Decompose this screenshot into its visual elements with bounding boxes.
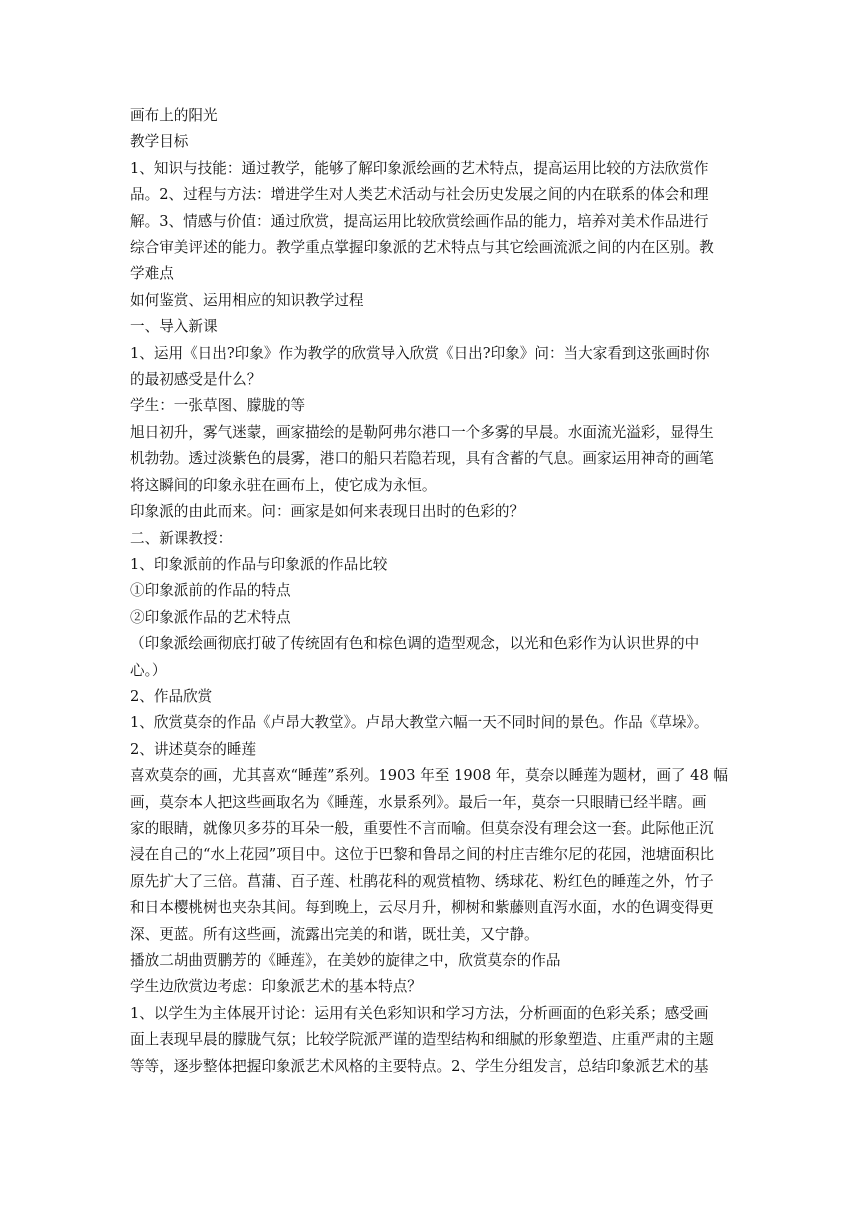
text-line: 1、运用《日出?印象》作为教学的欣赏导入欣赏《日出?印象》问：当大家看到这张画时你 xyxy=(130,344,710,362)
text-line: 品。2、过程与方法：增进学生对人类艺术活动与社会历史发展之间的内在联系的体会和理 xyxy=(130,186,709,204)
section-heading-intro: 一、导入新课 xyxy=(130,318,218,336)
document-page xyxy=(130,103,730,1080)
text-line: 心。） xyxy=(130,661,167,679)
note-paragraph xyxy=(130,631,730,684)
text-line: 深、更蓝。所有这些画，流露出完美的和谐，既壮美，又宁静。 xyxy=(130,925,539,943)
list-item: ①印象派前的作品的特点 xyxy=(130,582,291,600)
student-answer: 学生：一张草图、朦胧的等 xyxy=(130,397,306,415)
rouen-line: 1、欣赏莫奈的作品《卢昂大教堂》。卢昂大教堂六幅一天不同时间的景色。作品《草垛》。 xyxy=(130,714,709,732)
goals-paragraph xyxy=(130,156,730,288)
origin-line: 印象派的由此而来。问：画家是如何来表现日出时的色彩的？ xyxy=(130,503,525,521)
text-line: 等等，逐步整体把握印象派艺术风格的主要特点。2、学生分组发言，总结印象派艺术的基 xyxy=(130,1057,709,1075)
appreciation-heading: 2、作品欣赏 xyxy=(130,687,213,705)
intro-paragraph xyxy=(130,341,730,394)
text-line: 解。3、情感与价值：通过欣赏，提高运用比较欣赏绘画作品的能力，培养对美术作品进行 xyxy=(130,212,709,230)
text-line: 1、以学生为主体展开讨论：运用有关色彩知识和学习方法，分析画面的色彩关系；感受画 xyxy=(130,1004,709,1022)
text-line: 家的眼睛，就像贝多芬的耳朵一般，重要性不言而喻。但莫奈没有理会这一套。此际他正沉 xyxy=(130,819,714,837)
text-line: 和日本樱桃树也夹杂其间。每到晚上，云尽月升，柳树和紫藤则直泻水面，水的色调变得更 xyxy=(130,899,714,917)
compare-line: 1、印象派前的作品与印象派的作品比较 xyxy=(130,555,388,573)
text-line: 的最初感受是什么？ xyxy=(130,371,262,389)
text-line: （印象派绘画彻底打破了传统固有色和棕色调的造型观念，以光和色彩作为认识世界的中 xyxy=(130,635,700,653)
text-line: 浸在自己的“水上花园”项目中。这位于巴黎和鲁昂之间的村庄吉维尔尼的花园，池塘面积比 xyxy=(130,846,715,864)
text-line: 学难点 xyxy=(130,265,174,283)
text-line: 1、知识与技能：通过教学，能够了解印象派绘画的艺术特点，提高运用比较的方法欣赏作 xyxy=(130,159,709,177)
waterlily-paragraph xyxy=(130,763,730,948)
sunrise-paragraph xyxy=(130,420,730,499)
waterlily-heading: 2、讲述莫奈的睡莲 xyxy=(130,740,257,758)
think-line: 学生边欣赏边考虑：印象派艺术的基本特点？ xyxy=(130,978,422,996)
text-line: 画，莫奈本人把这些画取名为《睡莲，水景系列》。最后一年，莫奈一只眼睛已经半瞎。画 xyxy=(130,793,707,811)
text-line: 旭日初升，雾气迷蒙，画家描绘的是勒阿弗尔港口一个多雾的早晨。水面流光溢彩，显得生 xyxy=(130,423,714,441)
document-title: 画布上的阳光 xyxy=(130,107,218,124)
text-line: 综合审美评述的能力。教学重点掌握印象派的艺术特点与其它绘画流派之间的内在区别。教 xyxy=(130,239,714,257)
text-line: 机勃勃。透过淡紫色的晨雾，港口的船只若隐若现，具有含蓄的气息。画家运用神奇的画笔 xyxy=(130,450,714,468)
text-line: 喜欢莫奈的画，尤其喜欢“睡莲”系列。1903 年至 1908 年，莫奈以睡莲为题材，画了 48 幅 xyxy=(130,767,728,785)
section-heading-new-lesson: 二、新课教授： xyxy=(130,529,233,547)
heading-teaching-goals: 教学目标 xyxy=(130,133,189,151)
text-line: 面上表现早晨的朦胧气氛；比较学院派严谨的造型结构和细腻的形象塑造、庄重严肃的主题 xyxy=(130,1031,714,1049)
text-line: 将这瞬间的印象永驻在画布上，使它成为永恒。 xyxy=(130,476,437,494)
list-item: ②印象派作品的艺术特点 xyxy=(130,608,291,626)
music-line: 播放二胡曲贾鹏芳的《睡莲》，在美妙的旋律之中，欣赏莫奈的作品 xyxy=(130,952,561,969)
discussion-paragraph xyxy=(130,1001,730,1080)
text-line: 原先扩大了三倍。菖蒲、百子莲、杜鹃花科的观赏植物、绣球花、粉红色的睡莲之外，竹子 xyxy=(130,872,714,890)
difficulty-line: 如何鉴赏、运用相应的知识教学过程 xyxy=(130,291,364,309)
